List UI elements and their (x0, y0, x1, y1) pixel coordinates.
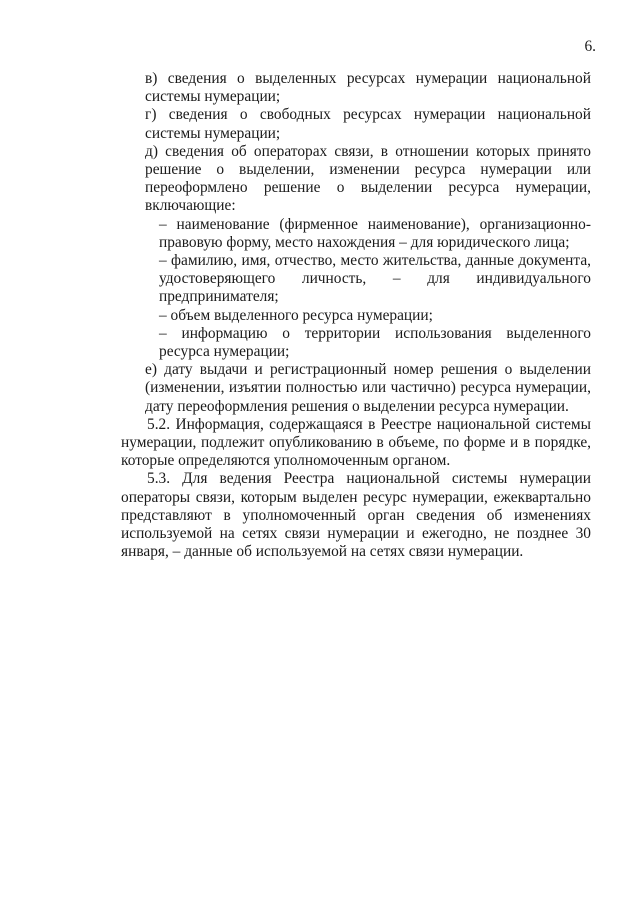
clause-d: д) сведения об операторах связи, в отношении которых принято решение о выделении, изменении ресурса нумерации или переоформлено решение о выделении ресурса нумерации, включающие: (145, 142, 591, 215)
section-5-2: 5.2. Информация, содержащаяся в Реестре национальной системы нумерации, подлежит опубликованию в объеме, по форме и в порядке, которые определяются уполномоченным органом. (121, 415, 591, 470)
clause-d-dash-item: – информацию о территории использования выделенного ресурса нумерации; (159, 324, 591, 361)
clause-v: в) сведения о выделенных ресурсах нумерации национальной системы нумерации; (145, 70, 591, 106)
clause-e: е) дату выдачи и регистрационный номер решения о выделении (изменении, изъятии полностью или частично) ресурса нумерации, дату переоформления решения о выделении ресурса нумерации. (145, 361, 591, 415)
document-body (121, 70, 591, 561)
clause-g: г) сведения о свободных ресурсах нумерации национальной системы нумерации; (145, 106, 591, 142)
clause-d-dash-item: – объем выделенного ресурса нумерации; (159, 306, 433, 324)
clause-d-dash-item: – наименование (фирменное наименование), организационно-правовую форму, место нахождения – для юридического лица; (159, 215, 591, 251)
page-number: 6. (584, 38, 596, 55)
clause-d-dash-item: – фамилию, имя, отчество, место жительства, данные документа, удостоверяющего личность, – для индивидуального предпринимателя; (159, 252, 591, 306)
section-5-3: 5.3. Для ведения Реестра национальной системы нумерации операторы связи, которым выделен ресурс нумерации, ежеквартально представляют в уполномоченный орган сведения об изменениях используемой на сетях связи нумерации и ежегодно, не позднее 30 января, – данные об используемой на сетях связи нумерации. (121, 470, 591, 561)
